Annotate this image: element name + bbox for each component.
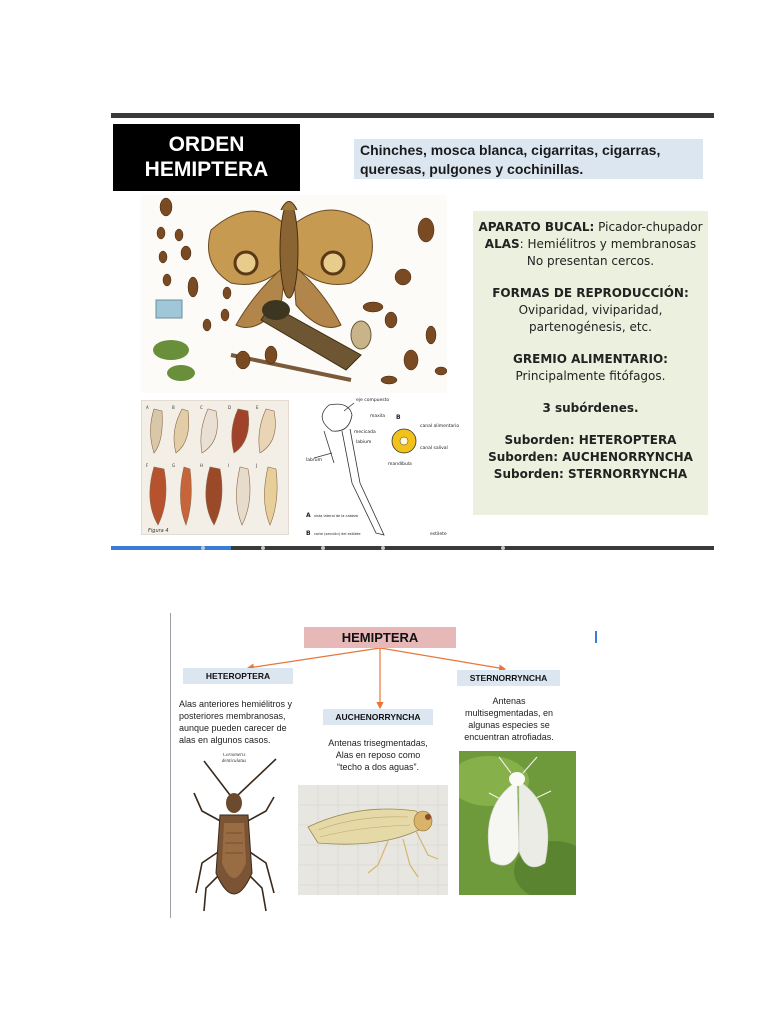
svg-text:B: B (306, 530, 311, 537)
wing-letter: G (172, 463, 176, 468)
wing-letter: E (256, 405, 259, 410)
wing-letter: B (172, 405, 175, 410)
sternorryncha-description: Antenas multisegmentadas, en algunas especies se encuentran atrofiadas. (464, 696, 554, 742)
diagram-label: canal salival (420, 446, 448, 451)
sternorryncha-photo (459, 751, 576, 895)
slide-orden-hemiptera (111, 113, 714, 550)
suborden-auchenorryncha: Suborden: AUCHENORRYNCHA (488, 450, 693, 464)
cursor-mark (595, 631, 597, 643)
gremio-value: Principalmente fitófagos. (515, 369, 666, 383)
suborden-heteroptera: Suborden: HETEROPTERA (504, 433, 677, 447)
hemiptera-collage-image (141, 195, 447, 393)
slide-title (113, 124, 300, 191)
slide-hemiptera-suborders (170, 613, 600, 918)
diagram-label: labium (356, 440, 372, 445)
aparato-bucal-line: APARATO BUCAL: Picador-chupador (478, 220, 703, 234)
heteroptera-label: HETEROPTERA (183, 668, 293, 684)
auchenorryncha-photo (298, 785, 448, 895)
title-line-2: HEMIPTERA (144, 158, 269, 181)
heteroptera-photo (184, 753, 284, 913)
diagram-label: canal alimentario (420, 424, 460, 429)
heteroptera-species-caption: Coriomeris denticulatus (221, 753, 247, 764)
wing-caption: Figura 4 (148, 528, 169, 534)
wing-letter: D (228, 405, 232, 410)
wing-letter: H (200, 463, 204, 468)
wing-types-figure (141, 400, 289, 535)
title-line-1: ORDEN (168, 133, 245, 156)
heteroptera-description: Alas anteriores hemiélitros y posteriores membranosas, aunque pueden carecer de alas en algunos casos. (179, 699, 293, 745)
wing-letter: A (146, 405, 149, 410)
mouthparts-diagram (304, 393, 469, 543)
common-names-line-2: queresas, pulgones y cochinillas. (360, 161, 584, 177)
diagram-label: vista lateral de la cabeza (314, 514, 358, 518)
sternorryncha-label: STERNORRYNCHA (457, 670, 560, 686)
reproduccion-title: FORMAS DE REPRODUCCIÓN: (492, 286, 689, 300)
reproduccion-line-2: partenogénesis, etc. (529, 320, 652, 334)
hemiptera-header: HEMIPTERA (304, 627, 456, 648)
common-names-box (354, 139, 703, 179)
diagram-label: estilete (430, 532, 447, 537)
diagram-label: mecicada (354, 430, 376, 435)
slide-top-bar (111, 113, 714, 118)
diagram-label: A (306, 512, 311, 519)
cercos-line: No presentan cercos. (526, 254, 655, 268)
alas-line: ALAS: Hemiélitros y membranosas (484, 237, 697, 251)
subordenes-count: 3 subórdenes. (542, 401, 639, 415)
characteristics-box (473, 211, 708, 515)
wing-letter: I (228, 463, 230, 468)
diagram-label: maxila (370, 414, 386, 419)
common-names-line-1: Chinches, mosca blanca, cigarritas, cigarras, (360, 142, 661, 158)
wing-letter: F (146, 463, 149, 468)
diagram-label: mandíbula (388, 462, 412, 467)
slide-nav-dots (111, 546, 714, 550)
diagram-label: labrum (306, 458, 322, 463)
wing-letter: J (256, 463, 258, 468)
diagram-label: eje compuesto (356, 398, 390, 403)
diagram-label: corte (sección) del estilete (314, 532, 361, 536)
auchenorryncha-description: Antenas trisegmentadas, Alas en reposo como “techo a dos aguas”. (328, 738, 428, 772)
gremio-title: GREMIO ALIMENTARIO: (513, 352, 668, 366)
wing-letter: C (200, 405, 203, 410)
suborden-sternorryncha: Suborden: STERNORRYNCHA (493, 467, 688, 481)
diagram-label: B (396, 414, 401, 421)
auchenorryncha-label: AUCHENORRYNCHA (323, 709, 433, 725)
reproduccion-line-1: Oviparidad, viviparidad, (518, 303, 663, 317)
